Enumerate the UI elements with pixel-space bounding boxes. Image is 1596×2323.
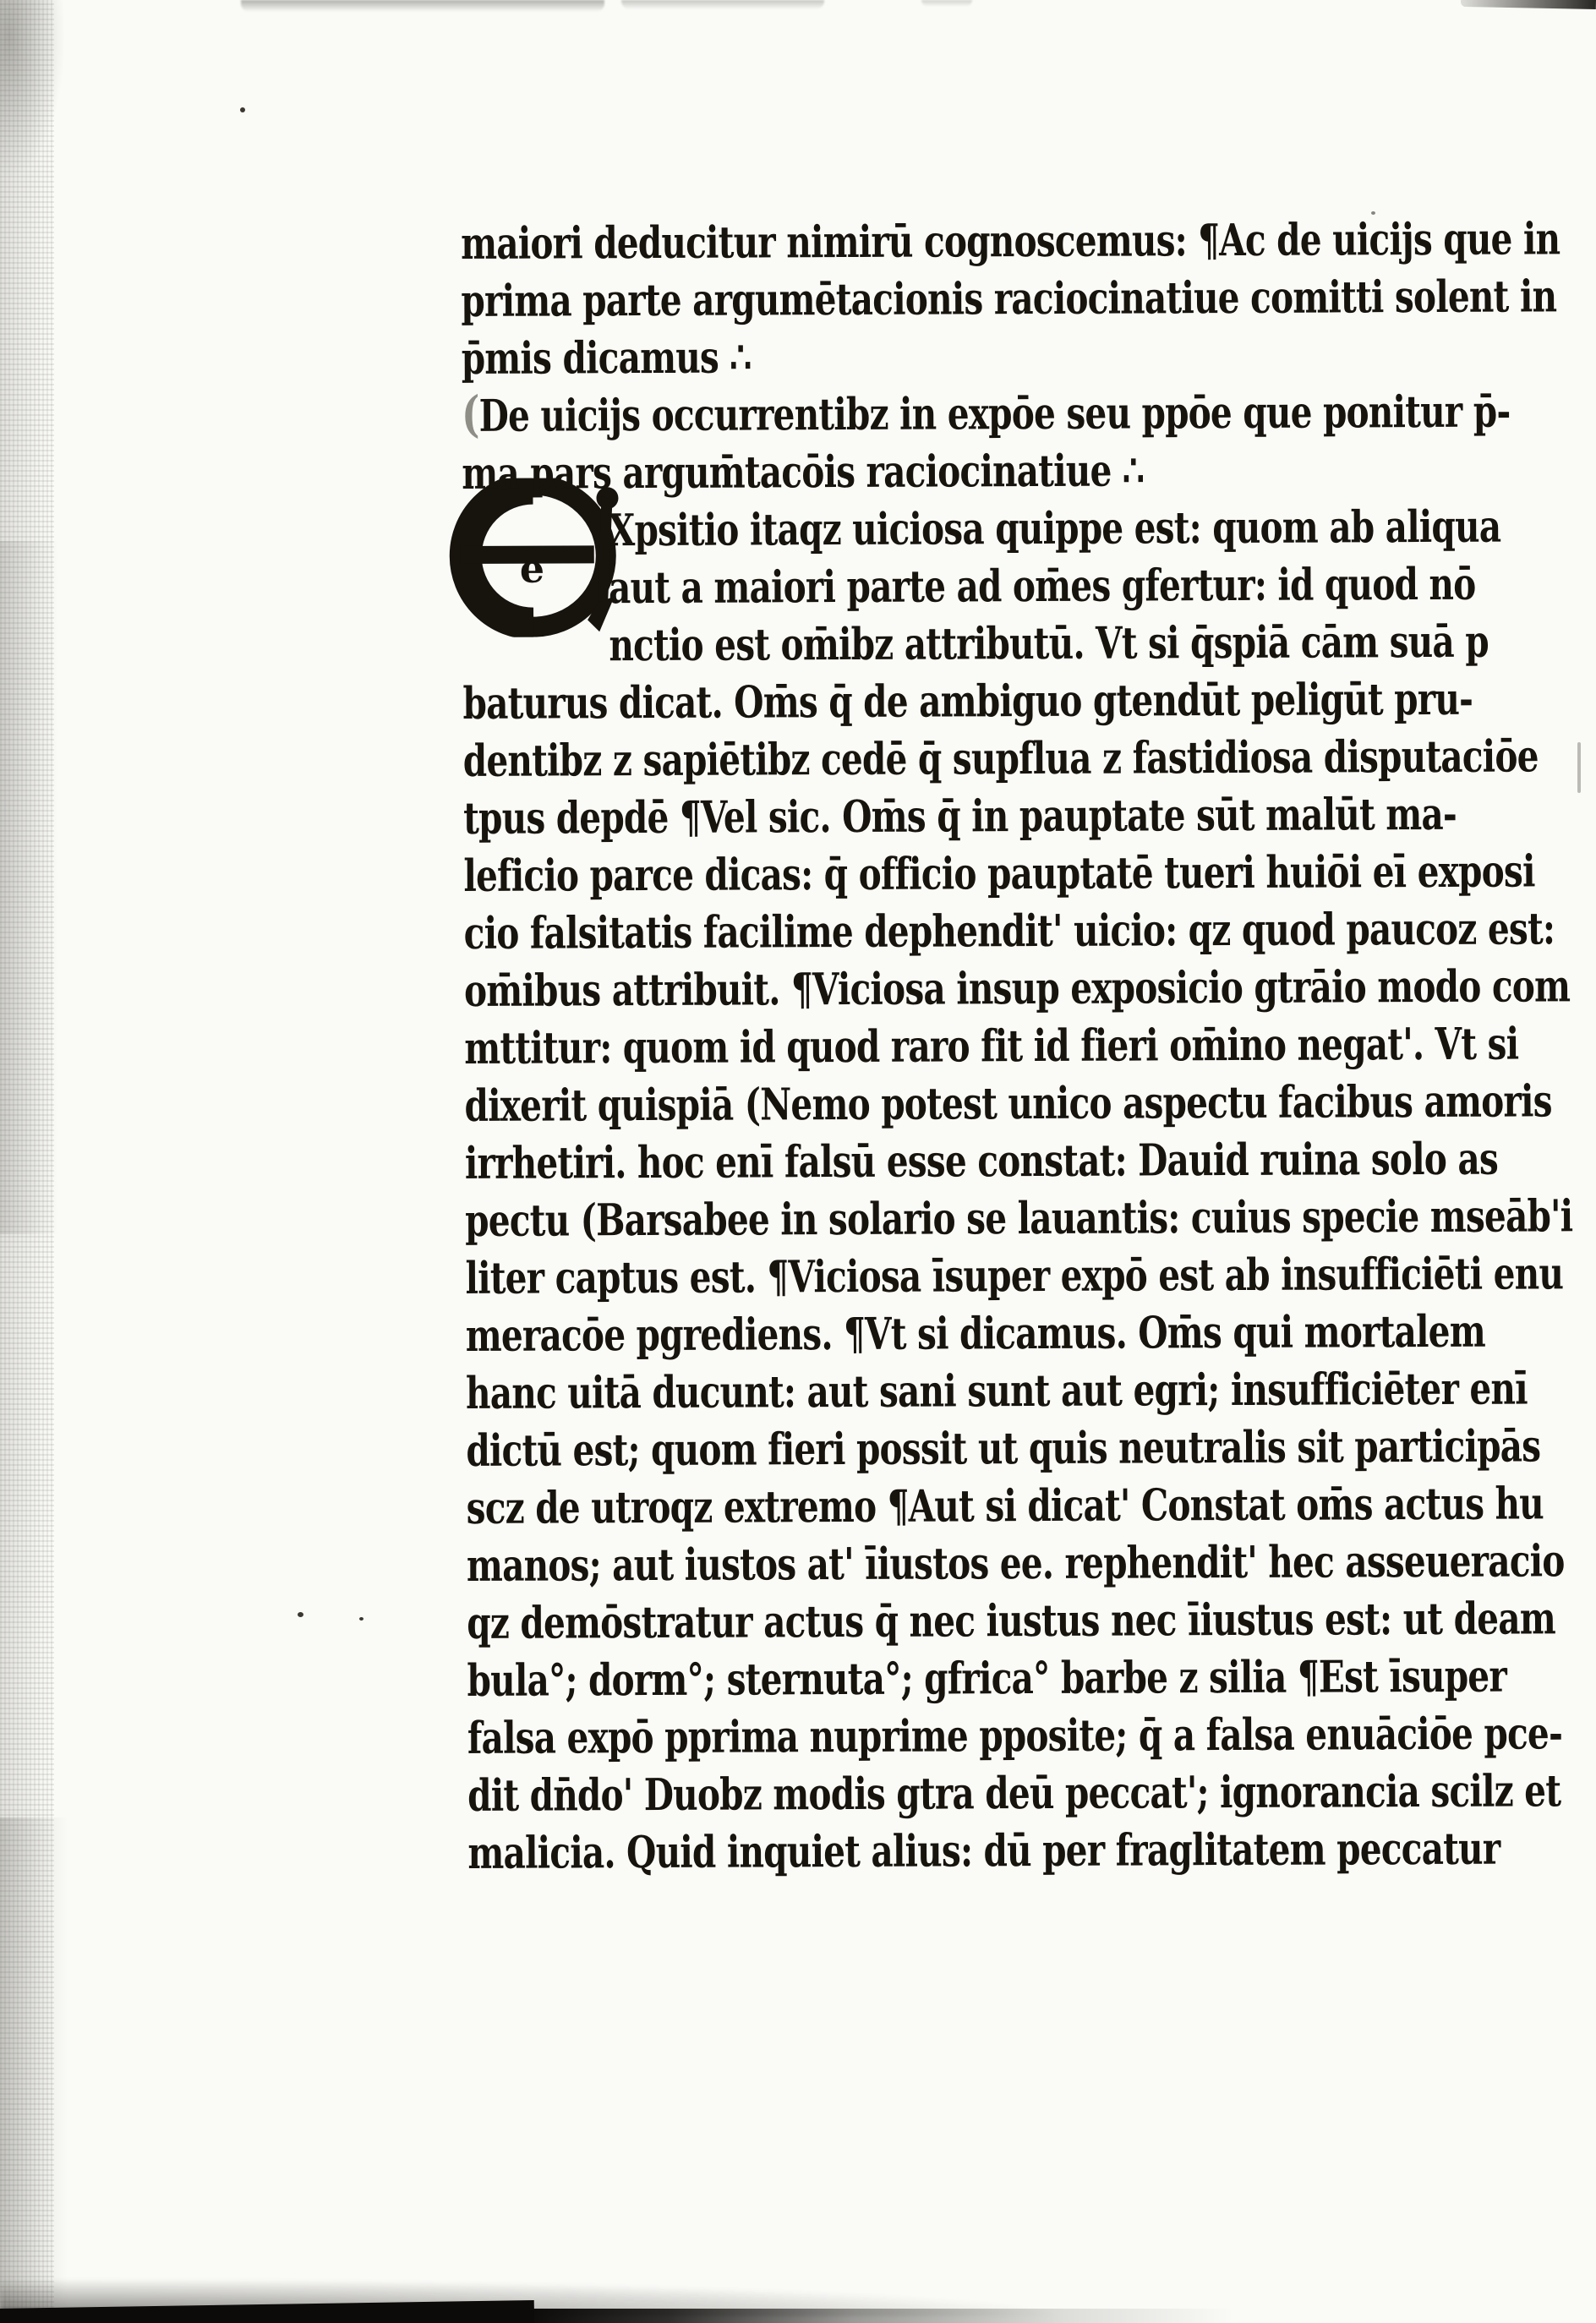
text-line xyxy=(462,497,1501,558)
text-line xyxy=(465,1302,1486,1363)
text-line-content: Xpsitio itaqz uiciosa quippe est: quom ab aliqua xyxy=(608,500,1501,557)
text-line xyxy=(467,1647,1507,1708)
text-line xyxy=(462,727,1539,788)
text-line xyxy=(462,440,1293,500)
right-edge-mark xyxy=(1577,742,1581,793)
top-edge-smudge xyxy=(621,0,824,9)
text-line xyxy=(466,1474,1544,1535)
text-line xyxy=(467,1819,1500,1880)
text-line xyxy=(464,1014,1519,1075)
text-line xyxy=(462,784,1457,845)
text-line-content: p̄mis dicamus ∴ xyxy=(461,331,752,385)
text-line xyxy=(462,670,1473,730)
text-line xyxy=(464,1129,1499,1190)
text-line xyxy=(465,1187,1573,1248)
drop-cap-guide-letter: e xyxy=(519,545,545,592)
text-line-content: scz de utroqz extremo ¶Aut si dicat' Constat om̄s actus hu xyxy=(466,1478,1544,1534)
text-line xyxy=(462,555,1476,615)
paragraph-mark: ( xyxy=(461,385,479,443)
text-line-content: aut a maiori parte ad om̄es gfertur: id quod nō xyxy=(608,558,1476,615)
text-line xyxy=(467,1762,1561,1823)
ink-speck xyxy=(240,107,245,112)
text-line-content: dentibz z sapiētibz cedē q̄ supflua z fastidiosa disputaciōe xyxy=(462,730,1539,787)
text-line-content: qz demōstratur actus q̄ nec iustus nec īiustus est: ut deam xyxy=(467,1593,1556,1649)
text-line-content: ma pars argum̄tacōis raciocinatiue ∴ xyxy=(462,445,1145,500)
ink-speck xyxy=(359,1617,363,1621)
text-line xyxy=(463,842,1535,903)
top-edge-smudge xyxy=(921,0,972,7)
text-line xyxy=(467,1589,1556,1650)
text-line-content: irrhetiri. hoc enī falsū esse constat: Dauid ruina solo as xyxy=(464,1133,1499,1189)
text-line xyxy=(466,1417,1541,1478)
binding-texture xyxy=(0,0,54,2323)
text-line-content: malicia. Quid inquiet alius: dū per fraglitatem peccatur xyxy=(467,1823,1500,1879)
text-line xyxy=(466,1532,1565,1593)
text-line-content: mttitur: quom id quod raro fit id fieri om̄ino negat'. Vt si xyxy=(464,1018,1519,1074)
text-line xyxy=(463,899,1555,960)
text-line-content: prima parte argumētacionis raciocinatiue comitti solent in xyxy=(461,271,1557,327)
text-line xyxy=(461,210,1560,271)
text-line-content: meracōe pgrediens. ¶Vt si dicamus. Om̄s qui mortalem xyxy=(465,1305,1486,1362)
text-line-content: nctio est om̄ibz attributū. Vt si q̄spiā cām suā p xyxy=(609,615,1489,672)
text-line-content: hanc uitā ducunt: aut sani sunt aut egri; insufficiēter enī xyxy=(465,1363,1528,1419)
text-line xyxy=(461,267,1557,328)
text-line xyxy=(465,1359,1528,1420)
text-line xyxy=(465,1244,1564,1305)
top-right-edge-streak xyxy=(1461,0,1596,9)
ink-speck xyxy=(298,1612,303,1617)
text-line-content: De uicijs occurrentibz in expōe seu ppōe que ponitur p̄- xyxy=(478,385,1511,442)
text-line-content: dictū est; quom fieri possit ut quis neutralis sit participās xyxy=(466,1420,1541,1477)
text-line-content: dit dn̄do' Duobz modis gtra deū peccat'; ignorancia scilz et xyxy=(467,1765,1561,1822)
text-line xyxy=(461,382,1511,443)
text-line-content: manos; aut iustos at' īiustos ee. rephendit' hec asseueracio xyxy=(466,1535,1565,1592)
text-line-content: pectu (Barsabee in solario se lauantis: cuius specie mseāb'i xyxy=(465,1190,1573,1247)
text-line-content: tpus depdē ¶Vel sic. Om̄s q̄ in pauptate sūt malūt ma- xyxy=(462,788,1457,844)
text-line-content: maiori deducitur nimirū cognoscemus: ¶Ac de uicijs que in xyxy=(461,213,1560,270)
text-line xyxy=(462,325,1293,385)
text-line-content: cio falsitatis facilime dephendit' uicio: qz quod paucoz est: xyxy=(463,903,1555,959)
text-line-content: bula°; dorm°; sternuta°; gfrica° barbe z silia ¶Est īsuper xyxy=(467,1650,1507,1707)
text-line-content: leficio parce dicas: q̄ officio pauptatē tueri huiōi eī exposi xyxy=(463,845,1535,902)
text-line xyxy=(462,612,1489,673)
text-lines-container xyxy=(461,209,1573,1880)
text-line xyxy=(467,1704,1563,1765)
page-text-block xyxy=(461,209,1573,1880)
text-line xyxy=(464,1072,1552,1133)
text-line-content: baturus dicat. Om̄s q̄ de ambiguo gtendūt peligūt pru- xyxy=(462,673,1473,730)
text-line-content: dixerit quispiā (Nemo potest unico aspectu facibus amoris xyxy=(464,1075,1552,1132)
text-line-content: liter captus est. ¶Viciosa īsuper expō est ab insufficiēti enu xyxy=(465,1248,1564,1304)
text-line-content: falsa expō pprima nuprime pposite; q̄ a falsa enuāciōe pce- xyxy=(467,1708,1563,1764)
text-line xyxy=(463,957,1571,1018)
text-line-content: om̄ibus attribuit. ¶Viciosa insup exposicio gtrāio modo com xyxy=(463,960,1571,1017)
top-edge-smudge xyxy=(241,0,604,12)
